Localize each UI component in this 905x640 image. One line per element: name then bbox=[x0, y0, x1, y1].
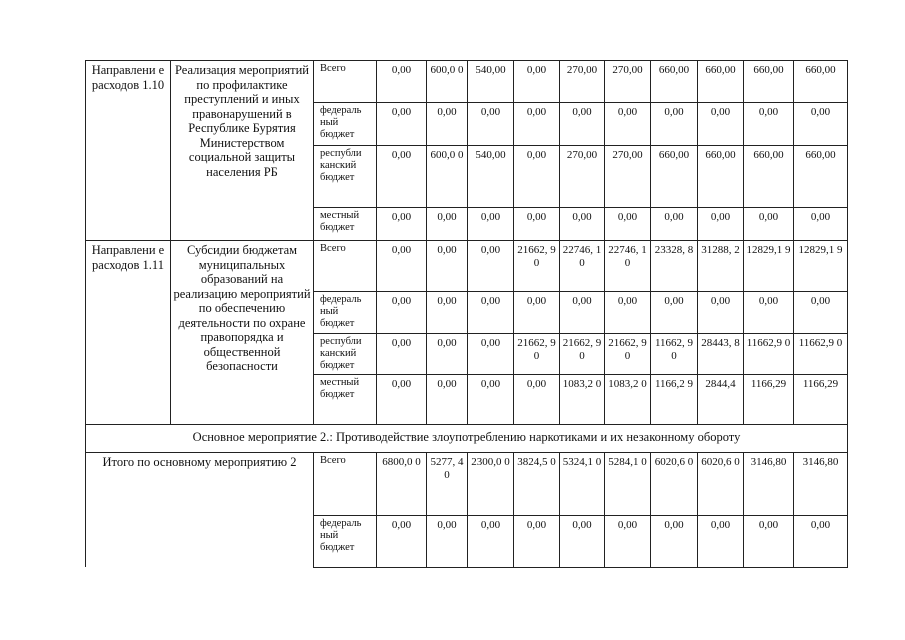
value-cell: 540,00 bbox=[467, 60, 513, 102]
value-cell: 0,00 bbox=[376, 207, 426, 240]
value-cell: 0,00 bbox=[467, 102, 513, 145]
value-cell: 0,00 bbox=[513, 145, 559, 207]
funding-source: республи канский бюджет bbox=[313, 145, 376, 207]
value-cell: 0,00 bbox=[697, 291, 743, 333]
value-cell: 11662,9 0 bbox=[793, 333, 847, 374]
value-cell: 0,00 bbox=[376, 374, 426, 424]
value-cell: 1083,2 0 bbox=[604, 374, 650, 424]
value-cell: 270,00 bbox=[604, 145, 650, 207]
value-cell: 270,00 bbox=[604, 60, 650, 102]
value-cell: 6020,6 0 bbox=[650, 452, 697, 515]
value-cell: 0,00 bbox=[697, 515, 743, 567]
funding-source: местный бюджет bbox=[313, 374, 376, 424]
value-cell: 21662, 90 bbox=[559, 333, 604, 374]
value-cell: 1083,2 0 bbox=[559, 374, 604, 424]
value-cell: 21662, 90 bbox=[604, 333, 650, 374]
value-cell: 0,00 bbox=[650, 515, 697, 567]
value-cell: 0,00 bbox=[376, 333, 426, 374]
value-cell: 0,00 bbox=[743, 515, 793, 567]
value-cell: 0,00 bbox=[426, 333, 467, 374]
value-cell: 0,00 bbox=[376, 240, 426, 291]
value-cell: 0,00 bbox=[513, 291, 559, 333]
value-cell: 0,00 bbox=[513, 102, 559, 145]
table-right-border bbox=[847, 60, 848, 567]
value-cell: 0,00 bbox=[376, 291, 426, 333]
value-cell: 3146,80 bbox=[793, 452, 847, 515]
value-cell: 1166,29 bbox=[793, 374, 847, 424]
value-cell: 0,00 bbox=[426, 291, 467, 333]
value-cell: 0,00 bbox=[650, 207, 697, 240]
table-bottom-border bbox=[313, 567, 848, 568]
value-cell: 540,00 bbox=[467, 145, 513, 207]
value-cell: 6800,0 0 bbox=[376, 452, 426, 515]
value-cell: 0,00 bbox=[513, 207, 559, 240]
value-cell: 0,00 bbox=[697, 102, 743, 145]
total-label: Итого по основному мероприятию 2 bbox=[85, 452, 313, 567]
funding-source: федераль ный бюджет bbox=[313, 102, 376, 145]
value-cell: 0,00 bbox=[467, 333, 513, 374]
value-cell: 0,00 bbox=[426, 102, 467, 145]
funding-source: Всего bbox=[313, 452, 376, 515]
value-cell: 0,00 bbox=[743, 102, 793, 145]
value-cell: 0,00 bbox=[793, 207, 847, 240]
value-cell: 0,00 bbox=[467, 291, 513, 333]
value-cell: 0,00 bbox=[559, 102, 604, 145]
funding-source: местный бюджет bbox=[313, 207, 376, 240]
value-cell: 0,00 bbox=[513, 515, 559, 567]
value-cell: 0,00 bbox=[604, 207, 650, 240]
value-cell: 600,0 0 bbox=[426, 145, 467, 207]
value-cell: 660,00 bbox=[793, 145, 847, 207]
value-cell: 3824,5 0 bbox=[513, 452, 559, 515]
value-cell: 660,00 bbox=[743, 60, 793, 102]
funding-source: федераль ный бюджет bbox=[313, 291, 376, 333]
value-cell: 1166,29 bbox=[743, 374, 793, 424]
value-cell: 0,00 bbox=[793, 291, 847, 333]
value-cell: 0,00 bbox=[559, 291, 604, 333]
value-cell: 600,0 0 bbox=[426, 60, 467, 102]
value-cell: 0,00 bbox=[376, 145, 426, 207]
value-cell: 660,00 bbox=[793, 60, 847, 102]
expense-direction-code: Направлени е расходов 1.10 bbox=[85, 60, 170, 240]
value-cell: 12829,1 9 bbox=[743, 240, 793, 291]
value-cell: 0,00 bbox=[426, 207, 467, 240]
value-cell: 0,00 bbox=[467, 515, 513, 567]
expense-direction-name: Реализация мероприятий по профилактике преступлений и иных правонарушений в Республике Бурятия Министерством социальной защиты населения РБ bbox=[170, 60, 313, 240]
funding-source: федераль ный бюджет bbox=[313, 515, 376, 567]
value-cell: 22746, 10 bbox=[604, 240, 650, 291]
value-cell: 31288, 2 bbox=[697, 240, 743, 291]
value-cell: 6020,6 0 bbox=[697, 452, 743, 515]
expense-direction-code: Направлени е расходов 1.11 bbox=[85, 240, 170, 424]
value-cell: 660,00 bbox=[697, 60, 743, 102]
value-cell: 270,00 bbox=[559, 145, 604, 207]
value-cell: 0,00 bbox=[559, 515, 604, 567]
value-cell: 0,00 bbox=[743, 207, 793, 240]
value-cell: 660,00 bbox=[697, 145, 743, 207]
value-cell: 0,00 bbox=[467, 240, 513, 291]
value-cell: 0,00 bbox=[743, 291, 793, 333]
value-cell: 0,00 bbox=[513, 60, 559, 102]
value-cell: 0,00 bbox=[467, 207, 513, 240]
value-cell: 0,00 bbox=[793, 515, 847, 567]
value-cell: 0,00 bbox=[697, 207, 743, 240]
value-cell: 2844,4 bbox=[697, 374, 743, 424]
value-cell: 0,00 bbox=[604, 515, 650, 567]
value-cell: 3146,80 bbox=[743, 452, 793, 515]
value-cell: 21662, 90 bbox=[513, 333, 559, 374]
funding-source: Всего bbox=[313, 60, 376, 102]
value-cell: 0,00 bbox=[426, 374, 467, 424]
value-cell: 0,00 bbox=[650, 291, 697, 333]
value-cell: 5324,1 0 bbox=[559, 452, 604, 515]
value-cell: 1166,2 9 bbox=[650, 374, 697, 424]
value-cell: 2300,0 0 bbox=[467, 452, 513, 515]
expense-direction-name: Субсидии бюджетам муниципальных образований на реализацию мероприятий по обеспечению деятельности по охране правопорядка и общественной безопасности bbox=[170, 240, 313, 424]
value-cell: 0,00 bbox=[604, 291, 650, 333]
funding-source: республи канский бюджет bbox=[313, 333, 376, 374]
value-cell: 11662,9 0 bbox=[743, 333, 793, 374]
value-cell: 22746, 10 bbox=[559, 240, 604, 291]
value-cell: 0,00 bbox=[376, 60, 426, 102]
value-cell: 28443, 8 bbox=[697, 333, 743, 374]
value-cell: 23328, 8 bbox=[650, 240, 697, 291]
value-cell: 0,00 bbox=[376, 515, 426, 567]
value-cell: 660,00 bbox=[743, 145, 793, 207]
value-cell: 660,00 bbox=[650, 60, 697, 102]
section-title: Основное мероприятие 2.: Противодействие злоупотреблению наркотиками и их незаконному обороту bbox=[85, 424, 847, 452]
value-cell: 660,00 bbox=[650, 145, 697, 207]
value-cell: 0,00 bbox=[650, 102, 697, 145]
value-cell: 5284,1 0 bbox=[604, 452, 650, 515]
value-cell: 0,00 bbox=[376, 102, 426, 145]
funding-source: Всего bbox=[313, 240, 376, 291]
value-cell: 0,00 bbox=[604, 102, 650, 145]
value-cell: 0,00 bbox=[559, 207, 604, 240]
value-cell: 0,00 bbox=[467, 374, 513, 424]
value-cell: 5277, 40 bbox=[426, 452, 467, 515]
value-cell: 0,00 bbox=[426, 515, 467, 567]
value-cell: 11662, 90 bbox=[650, 333, 697, 374]
value-cell: 0,00 bbox=[513, 374, 559, 424]
value-cell: 270,00 bbox=[559, 60, 604, 102]
value-cell: 0,00 bbox=[426, 240, 467, 291]
value-cell: 12829,1 9 bbox=[793, 240, 847, 291]
value-cell: 0,00 bbox=[793, 102, 847, 145]
value-cell: 21662, 90 bbox=[513, 240, 559, 291]
